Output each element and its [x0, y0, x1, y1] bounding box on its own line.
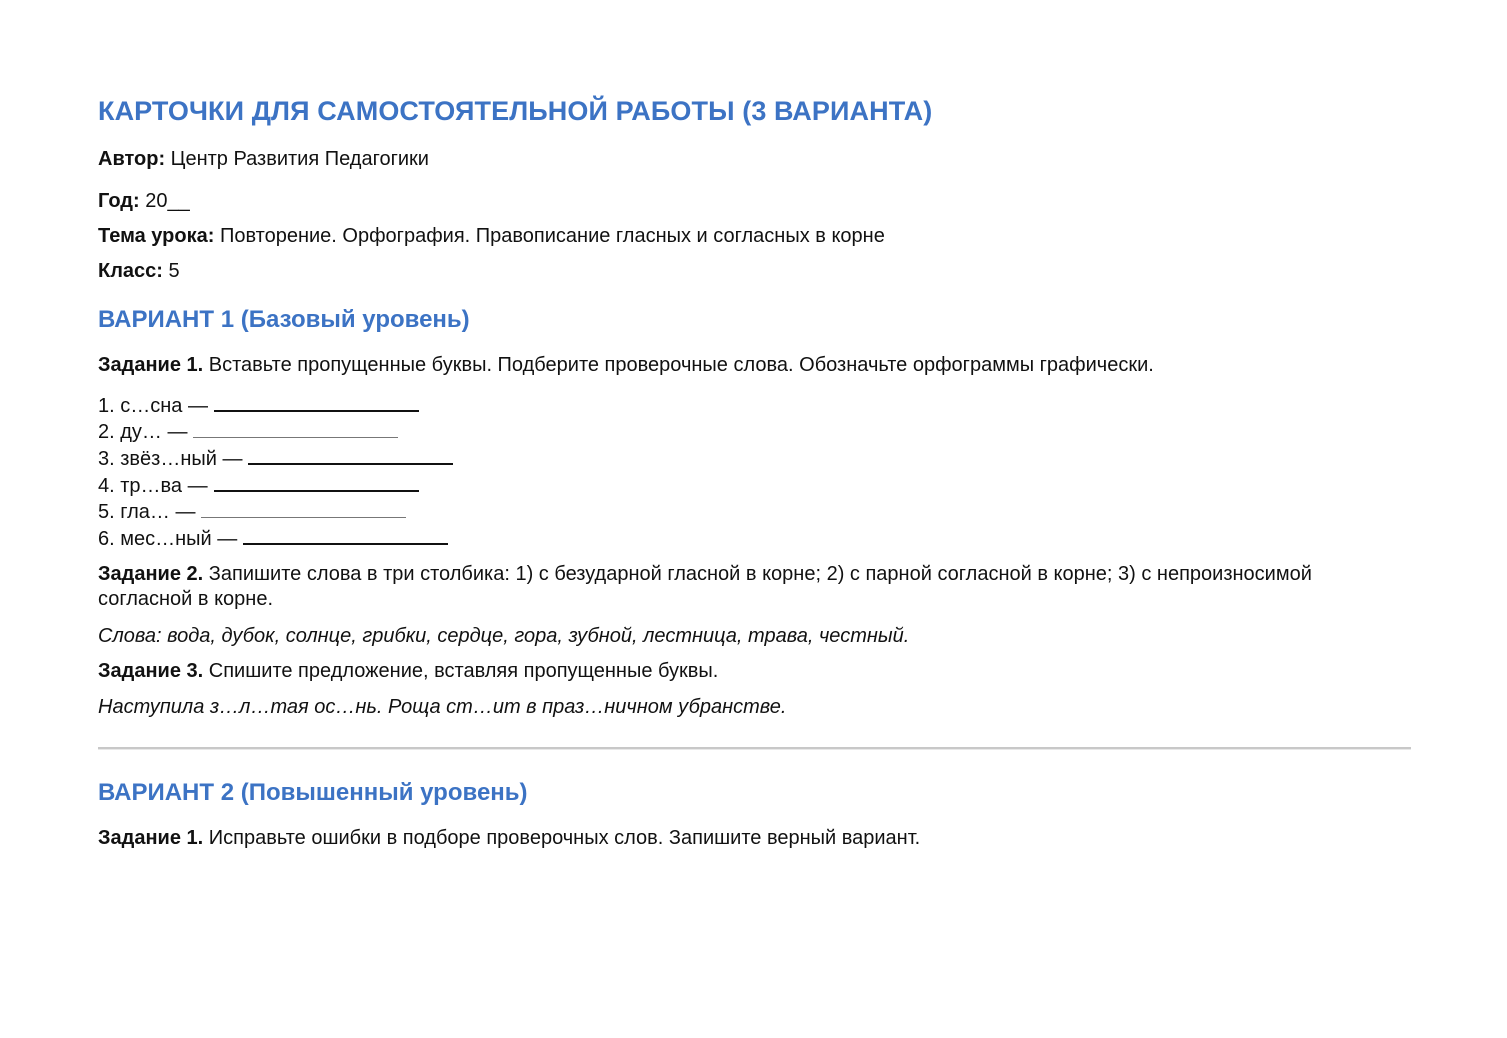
answer-blank — [193, 419, 398, 438]
author-line — [98, 146, 1411, 172]
year-label: Год: — [98, 190, 140, 212]
year-line — [98, 188, 1411, 214]
grade-label: Класс: — [98, 260, 163, 282]
list-item-text: 3. звёз…ный — — [98, 448, 243, 470]
list-item-text: 2. ду… — — [98, 421, 188, 443]
document-title: КАРТОЧКИ ДЛЯ САМОСТОЯТЕЛЬНОЙ РАБОТЫ (3 ВАРИАНТА) — [98, 96, 933, 126]
section-divider — [98, 747, 1411, 750]
task-label: Задание 1. — [98, 354, 204, 376]
answer-blank — [201, 499, 406, 518]
task3-sentence: Наступила з…л…тая ос…нь. Роща ст…ит в праз…ничном убранстве. — [98, 696, 787, 718]
answer-blank — [243, 525, 448, 545]
topic-label: Тема урока: — [98, 225, 215, 247]
task-text: Вставьте пропущенные буквы. Подберите проверочные слова. Обозначьте орфограммы графически. — [208, 354, 1154, 376]
word-list — [98, 392, 1411, 552]
task-text: Спишите предложение, вставляя пропущенные буквы. — [208, 660, 719, 682]
variant2-task1 — [98, 826, 1411, 851]
author-label: Автор: — [98, 148, 166, 170]
task-label: Задание 3. — [98, 660, 204, 682]
list-item-text: 5. гла… — — [98, 501, 196, 523]
variant1-task1 — [98, 353, 1411, 378]
author-value: Центр Развития Педагогики — [170, 148, 429, 170]
list-item — [98, 419, 1411, 445]
task-label: Задание 2. — [98, 563, 204, 585]
topic-value: Повторение. Орфография. Правописание гласных и согласных в корне — [219, 225, 885, 247]
answer-blank — [248, 445, 453, 465]
answer-blank — [214, 392, 419, 412]
grade-line — [98, 258, 1411, 284]
grade-value: 5 — [168, 260, 180, 282]
list-item-text: 6. мес…ный — — [98, 528, 238, 550]
variant2-heading: ВАРИАНТ 2 (Повышенный уровень) — [98, 779, 528, 806]
variant1-heading: ВАРИАНТ 1 (Базовый уровень) — [98, 306, 470, 333]
variant1-task2 — [98, 562, 1411, 612]
task-text: Запишите слова в три столбика: 1) с безударной гласной в корне; 2) с парной согласной в корне; 3) с непроизносимой согласной в корне. — [98, 563, 1312, 610]
list-item-text: 4. тр…ва — — [98, 475, 208, 497]
list-item — [98, 392, 1411, 419]
topic-line — [98, 223, 1411, 249]
task-label: Задание 1. — [98, 827, 204, 849]
answer-blank — [214, 472, 419, 492]
task-text: Исправьте ошибки в подборе проверочных слов. Запишите верный вариант. — [208, 827, 921, 849]
year-value: 20__ — [145, 190, 190, 212]
list-item-text: 1. с…сна — — [98, 395, 208, 417]
list-item — [98, 445, 1411, 472]
list-item — [98, 525, 1411, 552]
variant1-task3 — [98, 659, 1411, 684]
task2-word-bank: Слова: вода, дубок, солнце, грибки, сердце, гора, зубной, лестница, трава, честный. — [98, 625, 910, 647]
list-item — [98, 472, 1411, 499]
list-item — [98, 499, 1411, 525]
